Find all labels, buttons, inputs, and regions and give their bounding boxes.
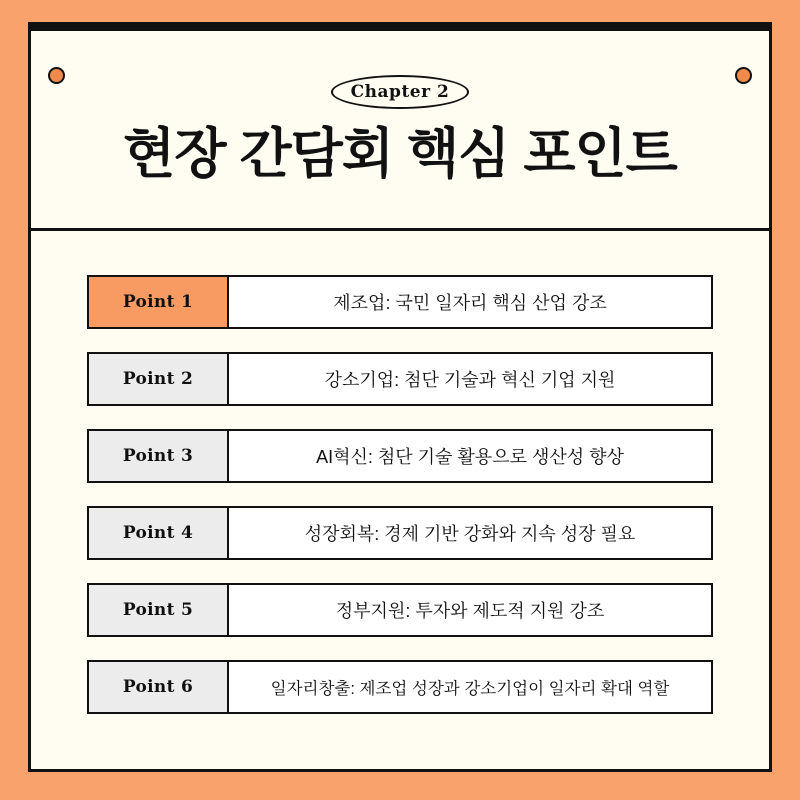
- point-label: Point 4: [89, 508, 229, 558]
- point-text: 강소기업: 첨단 기술과 혁신 기업 지원: [324, 370, 616, 390]
- point-label: Point 2: [89, 354, 229, 404]
- list-item: [87, 583, 713, 637]
- poster-header: [31, 31, 769, 231]
- point-text: AI혁신: 첨단 기술 활용으로 생산성 향상: [316, 447, 624, 467]
- point-label: Point 3: [89, 431, 229, 481]
- points-list: [31, 231, 769, 769]
- point-label: Point 6: [89, 662, 229, 712]
- list-item: [87, 660, 713, 714]
- point-label: Point 5: [89, 585, 229, 635]
- point-label: Point 1: [89, 277, 229, 327]
- list-item: [87, 506, 713, 560]
- point-text: 일자리창출: 제조업 성장과 강소기업이 일자리 확대 역할: [270, 680, 670, 698]
- point-text: 성장회복: 경제 기반 강화와 지속 성장 필요: [304, 524, 636, 544]
- list-item: [87, 429, 713, 483]
- binder-hole-right-icon: [735, 67, 752, 84]
- point-text: 제조업: 국민 일자리 핵심 산업 강조: [333, 293, 607, 313]
- page-title: 현장 간담회 핵심 포인트: [123, 124, 677, 184]
- binder-hole-left-icon: [48, 67, 65, 84]
- point-text: 정부지원: 투자와 제도적 지원 강조: [335, 601, 605, 621]
- chapter-badge: Chapter 2: [331, 75, 470, 109]
- list-item: [87, 275, 713, 329]
- list-item: [87, 352, 713, 406]
- poster-card: [28, 28, 772, 772]
